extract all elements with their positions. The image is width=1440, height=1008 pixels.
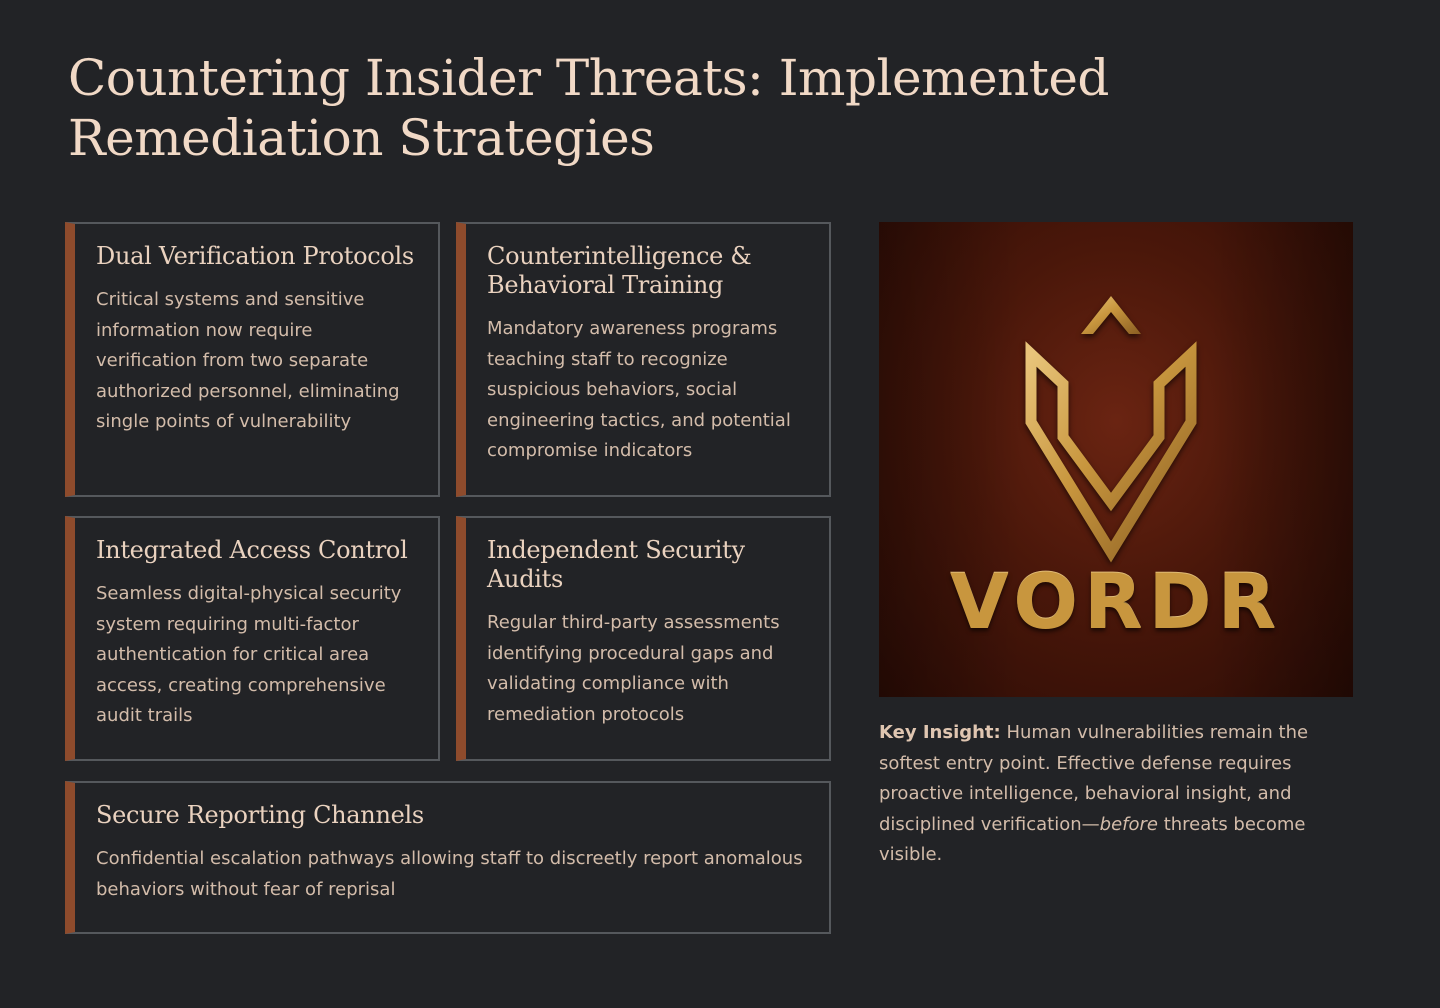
card-title: Independent Security Audits: [487, 536, 745, 593]
card-title: Integrated Access Control: [96, 536, 408, 564]
insight-text-end: threats become visible.: [879, 813, 1306, 865]
card-body: Critical systems and sensitive information now require verification from two separate authorized personnel, eliminating single points of vulnerability: [96, 289, 400, 432]
card-dual-verification: [65, 222, 440, 497]
page-title: Countering Insider Threats: Implemented Remediation Strategies: [68, 49, 1109, 167]
card-security-audits: [456, 516, 831, 761]
insight-emphasis: before: [1099, 813, 1158, 835]
key-insight: [879, 718, 1359, 871]
insight-label: Key Insight:: [879, 722, 1001, 743]
insight-text: Human vulnerabilities remain the softest entry point. Effective defense requires proactive intelligence, behavioral insight, and disciplined verification—: [879, 722, 1309, 835]
logo-image: [879, 222, 1353, 697]
card-reporting-channels: [65, 781, 831, 934]
card-body: Regular third-party assessments identifying procedural gaps and validating compliance with remediation protocols: [487, 612, 780, 725]
card-counterintelligence: [456, 222, 831, 497]
logo-wordmark: VORDR: [949, 557, 1283, 646]
card-title: Dual Verification Protocols: [96, 242, 414, 270]
card-body: Seamless digital-physical security system requiring multi-factor authentication for critical area access, creating comprehensive audit trails: [96, 583, 402, 726]
card-access-control: [65, 516, 440, 761]
card-body: Confidential escalation pathways allowing staff to discreetly report anomalous behaviors without fear of reprisal: [96, 848, 803, 900]
card-title: Counterintelligence & Behavioral Training: [487, 242, 752, 299]
card-body: Mandatory awareness programs teaching staff to recognize suspicious behaviors, social engineering tactics, and potential compromise indicators: [487, 318, 791, 461]
card-title: Secure Reporting Channels: [96, 801, 424, 829]
